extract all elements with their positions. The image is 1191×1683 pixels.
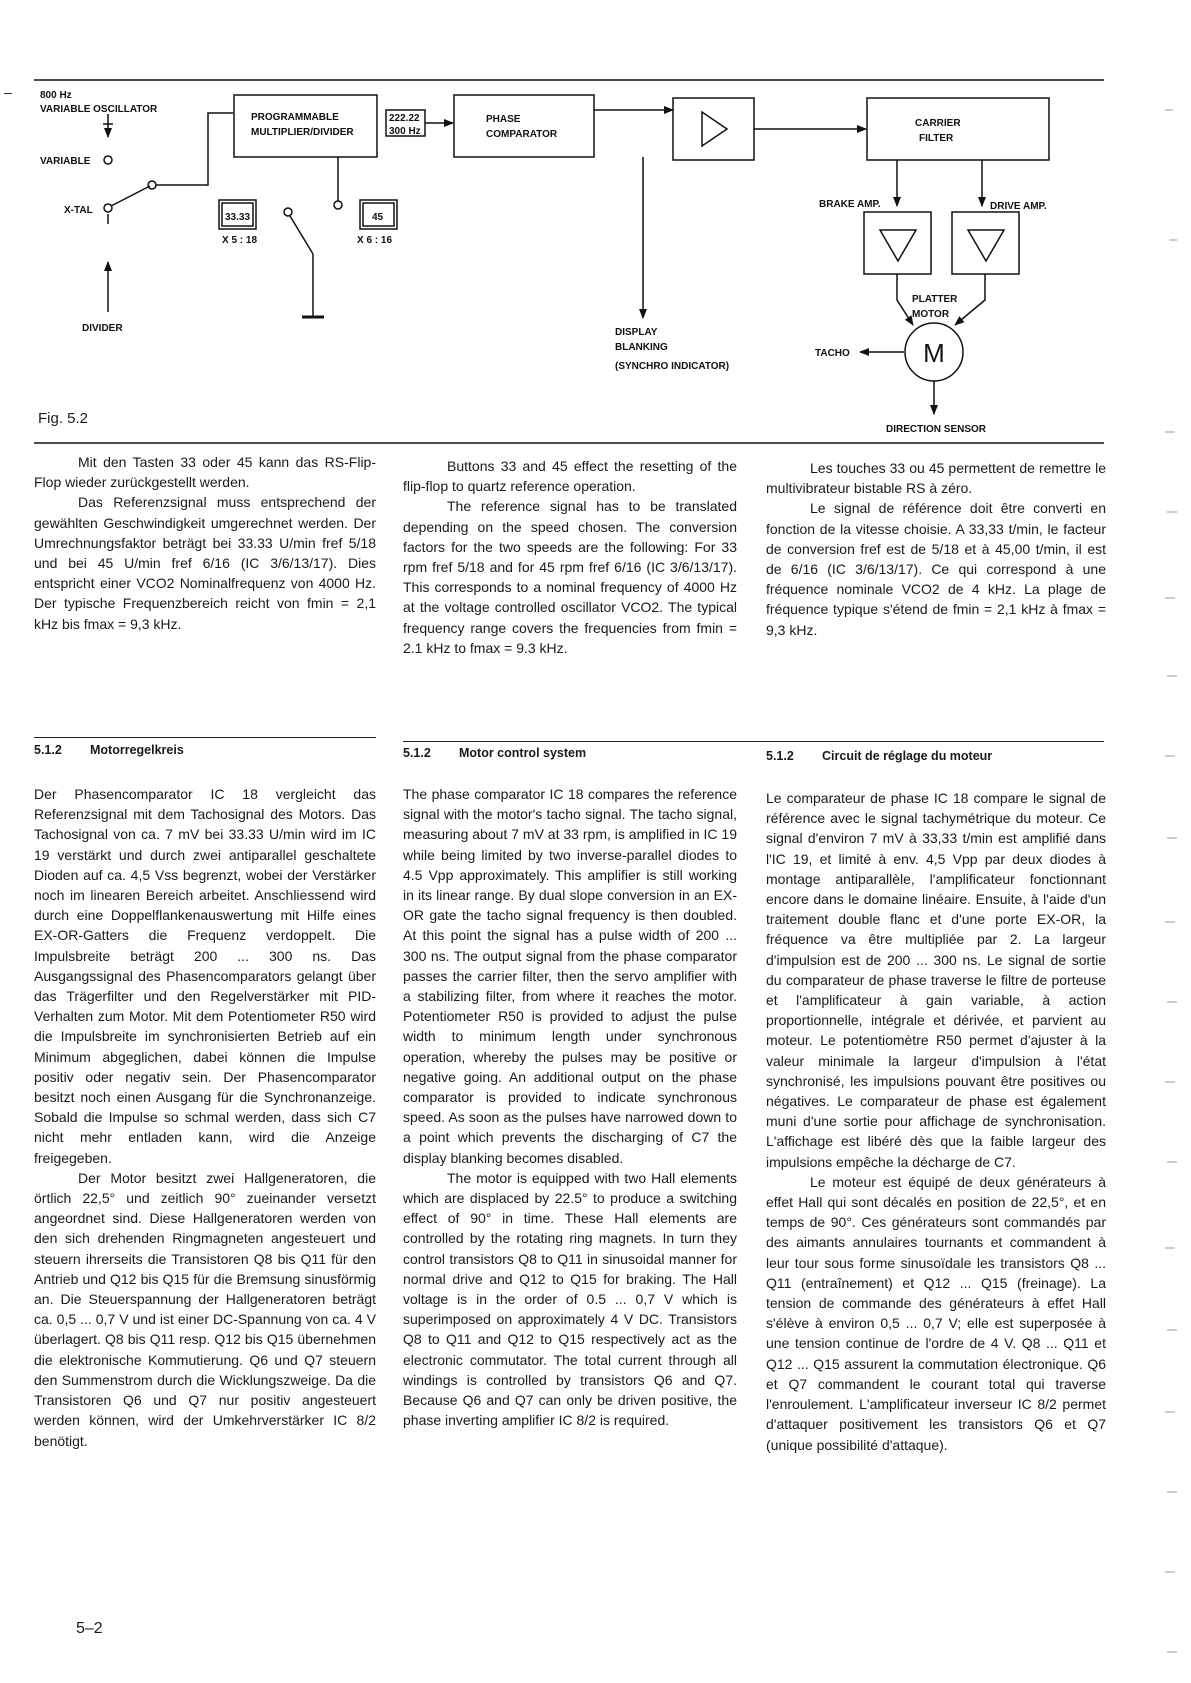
german-section-number: 5.1.2 <box>34 743 62 757</box>
french-paragraph-3: Le comparateur de phase IC 18 compare le signal de référence avec le signal tachymétrique du moteur. Ce signal d'environ 7 mV à 33,33 t/min est amplifié dans l'IC 19, et limité à env. 4,5 Vpp par deux diodes à montage antiparallèle, l'amplificateur fonctionnant encore dans le domaine linéaire. Ensuite, à l'aide d'un traitement double flanc et d'une porte EX-OR, la fréquence va être multipliée par 2. La largeur d'impulsion est de 200 ... 300 ns. Le signal de sortie du comparateur de phase traverse le filtre de porteuse et l'amplificateur à gain variable, à action proportionnelle, intégrale et dérivée, et parvient au moteur. Le potentiomètre R50 permet d'ajuster à la valeur minimale la largeur d'impulsion à l'état synchronisé, les impulsions pouvant être positives ou négatives. Le comparateur de phase est également muni d'une sortie pour affichage de synchronisation. L'affichage est libéré dès que la faible largeur des impulsions empêche la décharge de C7. <box>766 790 1106 1170</box>
carrier-label-2: FILTER <box>919 133 954 144</box>
motor-symbol: M <box>923 338 945 368</box>
oscillator-freq-label: 800 Hz <box>40 90 72 101</box>
figure-caption: Fig. 5.2 <box>38 410 89 427</box>
multiplier-label-2: MULTIPLIER/DIVIDER <box>251 127 354 138</box>
xtal-label: X-TAL <box>64 205 93 216</box>
german-section-title: Motorregelkreis <box>90 743 184 757</box>
german-intro <box>34 452 376 634</box>
comparator-label-2: COMPARATOR <box>486 129 558 140</box>
comparator-label-1: PHASE <box>486 114 521 125</box>
french-paragraph-4: Le moteur est équipé de deux générateurs à effet Hall qui sont décalés en position de 22,5°, et en temps de 90°. Ces générateurs sont commandés par des aimants annulaires tournants et commandent à leur tour sous forme sinusoïdale les transistors Q8 ... Q11 (entraînement) et Q12 ... Q15 (freinage). La tension de commande des générateurs à effet Hall s'élève à environ 0,5 ... 0,7 V; elle est superposée à une tension continue de l'ordre de 4 V. Q8 ... Q11 et Q12 ... Q15 assurent la commutation électronique. Q6 et Q7 commandent le courant total qui traverse l'enroulement. L'amplificateur inverseur IC 8/2 permet d'attaquer positivement les transistors Q6 et Q7 (unique possibilité d'attaque). <box>766 1173 1106 1453</box>
french-section-heading <box>766 749 992 763</box>
english-section-title: Motor control system <box>459 746 587 760</box>
display-label-1: DISPLAY <box>615 327 658 338</box>
french-intro <box>766 458 1106 640</box>
section-rule-french <box>737 741 1104 742</box>
oscillator-label: VARIABLE OSCILLATOR <box>40 104 158 115</box>
block-diagram <box>0 0 1191 445</box>
english-paragraph-1: Buttons 33 and 45 effect the resetting of the flip-flop to quartz reference operation. <box>403 458 737 495</box>
french-paragraph-1: Les touches 33 ou 45 permettent de remettre le multivibrateur bistable RS à zéro. <box>766 460 1106 497</box>
button-33-label: 33.33 <box>225 212 251 223</box>
german-paragraph-2: Das Referenzsignal muss entsprechend der gewählten Geschwindigkeit umgerechnet werden. Der Umrechnungsfaktor beträgt bei 33.33 U/min fref 5/18 und bei 45 U/min fref 6/16 (IC 3/6/13/17). Dies entspricht einer VCO2 Nominalfrequenz von 4000 Hz. Der typische Frequenzbereich reicht von fmin = 2,1 kHz bis fmax = 9,3 kHz. <box>34 494 376 632</box>
french-body <box>766 788 1106 1455</box>
button-45-label: 45 <box>372 212 384 223</box>
page-number: 5–2 <box>76 1620 103 1637</box>
tacho-label: TACHO <box>815 348 850 359</box>
freq-label-2: 300 Hz <box>389 126 421 137</box>
direction-sensor-label: DIRECTION SENSOR <box>886 424 987 435</box>
margin-dash: – <box>4 84 12 100</box>
divider-label: DIVIDER <box>82 323 123 334</box>
german-body <box>34 784 376 1451</box>
english-section-number: 5.1.2 <box>403 746 431 760</box>
display-label-3: (SYNCHRO INDICATOR) <box>615 361 730 372</box>
display-label-2: BLANKING <box>615 342 668 353</box>
french-paragraph-2: Le signal de référence doit être converti en fonction de la vitesse choisie. A 33,33 t/min, le facteur de conversion fref est de 5/18 et à 45,00 t/min, il est de 6/16 (IC 3/6/13/17). Ce qui correspond à une fréquence nominale VCO2 de 4 kHz. La plage de fréquence typique s'étend de fmin = 2,1 kHz à fmax = 9,3 kHz. <box>766 500 1106 638</box>
platter-label-1: PLATTER <box>912 294 958 305</box>
freq-label-1: 222.22 <box>389 113 420 124</box>
french-section-number: 5.1.2 <box>766 749 794 763</box>
german-paragraph-1: Mit den Tasten 33 oder 45 kann das RS-Flip-Flop wieder zurückgestellt werden. <box>34 454 376 491</box>
german-section-heading <box>34 743 184 757</box>
carrier-label-1: CARRIER <box>915 118 961 129</box>
brake-amp-label: BRAKE AMP. <box>819 199 881 210</box>
german-paragraph-4: Der Motor besitzt zwei Hallgeneratoren, die örtlich 22,5° und zeitlich 90° zueinander versetzt angeordnet sind. Diese Hallgeneratoren werden von den sich drehenden Ringmagneten angesteuert und steuern ihrerseits die Transistoren Q8 bis Q11 für den Antrieb und Q12 bis Q15 für die Bremsung sinusförmig an. Die Steuerspannung der Hallgeneratoren beträgt ca. 0,5 ... 0,7 V und ist einer DC-Spannung von ca. 4 V überlagert. Q8 bis Q11 resp. Q12 bis Q15 übernehmen die elektronische Kommutierung. Q6 und Q7 steuern den Summenstrom durch die Wicklungszweige. Da die Transistoren Q6 und Q7 nur positiv angesteuert werden können, wird der Umkehrverstärker IC 8/2 benötigt. <box>34 1169 376 1449</box>
platter-label-2: MOTOR <box>912 309 950 320</box>
english-section-heading <box>403 746 586 760</box>
scan-edge-marks <box>1161 0 1191 1683</box>
multiplier-label-1: PROGRAMMABLE <box>251 112 339 123</box>
variable-label: VARIABLE <box>40 156 91 167</box>
english-paragraph-3: The phase comparator IC 18 compares the reference signal with the motor's tacho signal. The tacho signal, measuring about 7 mV at 33 rpm, is amplified in IC 19 while being limited by two inverse-parallel diodes to 4.5 Vpp approximately. This amplifier is still working in its linear range. By dual slope conversion in an EX-OR gate the tacho signal frequency is then doubled. At this point the signal has a pulse width of 200 ... 300 ns. The output signal from the phase comparator passes the carrier filter, then the servo amplifier with a stabilizing filter, from where it reaches the motor. Potentiometer R50 is provided to adjust the pulse width to minimum length under synchronous operation, whereby the pulses may be positive or negative going. An additional output on the phase comparator is provided to indicate synchronous speed. As soon as the pulses have narrowed down to a point which prevents the discharging of C7 the display blanking becomes disabled. <box>403 786 737 1166</box>
english-body <box>403 784 737 1431</box>
german-paragraph-3: Der Phasencomparator IC 18 vergleicht das Referenzsignal mit dem Tachosignal des Motors. Das Tachosignal von ca. 7 mV bei 33.33 U/min wird im IC 19 verstärkt und durch zwei antiparallel geschaltete Dioden auf ca. 4,5 Vss begrenzt, wobei der Verstärker noch im linearen Bereich arbeitet. Anschliessend wird durch eine Doppelflankenauswertung mit Hilfe eines EX-OR-Gatters die Frequenz verdoppelt. Die Impulsbreite beträgt 200 ... 300 ns. Das Ausgangssignal des Phasencomparators gelangt über das Trägerfilter und den Regelverstärker mit PID-Verhalten zum Motor. Mit dem Potentiometer R50 wird die Impulsbreite im synchronisierten Betrieb auf ein Minimum abgeglichen, dabei können die Impulse positiv oder negativ sein. Der Phasencomparator besitzt noch einen Ausgang für die Synchronanzeige. Sobald die Impulse so schmal werden, dass sich C7 nicht mehr entladen kann, wird die Anzeige freigegeben. <box>34 786 376 1166</box>
ratio-45-label: X 6 : 16 <box>357 235 393 246</box>
english-paragraph-4: The motor is equipped with two Hall elements which are displaced by 22.5° to produce a switching effect of 90° in time. These Hall elements are controlled by the rotating ring magnets. In turn they control transistors Q8 to Q11 in sinusoidal manner for normal drive and Q12 to Q15 for braking. The Hall voltage is in the order of 0.5 ... 0,7 V which is superimposed on approximately 4 V DC. Transistors Q8 to Q11 and Q12 to Q15 respectively act as the electronic commutator. The total current through all windings is controlled by transistors Q6 and Q7. Because Q6 and Q7 can only be driven positive, the phase inverting amplifier IC 8/2 is required. <box>403 1169 737 1429</box>
drive-amp-label: DRIVE AMP. <box>990 201 1047 212</box>
french-section-title: Circuit de réglage du moteur <box>822 749 993 763</box>
english-paragraph-2: The reference signal has to be translated depending on the speed chosen. The conversion factors for the two speeds are the following: For 33 rpm fref 5/18 and for 45 rpm fref 6/16 (IC 3/6/13/17). This corresponds to a nominal frequency of 4000 Hz at the voltage controlled oscillator VCO2. The typical frequency range covers the frequencies from fmin = 2.1 kHz to fmax = 9.3 kHz. <box>403 498 737 656</box>
section-rule-english <box>403 741 737 742</box>
english-intro <box>403 456 737 658</box>
ratio-33-label: X 5 : 18 <box>222 235 258 246</box>
section-rule-german <box>34 737 376 738</box>
